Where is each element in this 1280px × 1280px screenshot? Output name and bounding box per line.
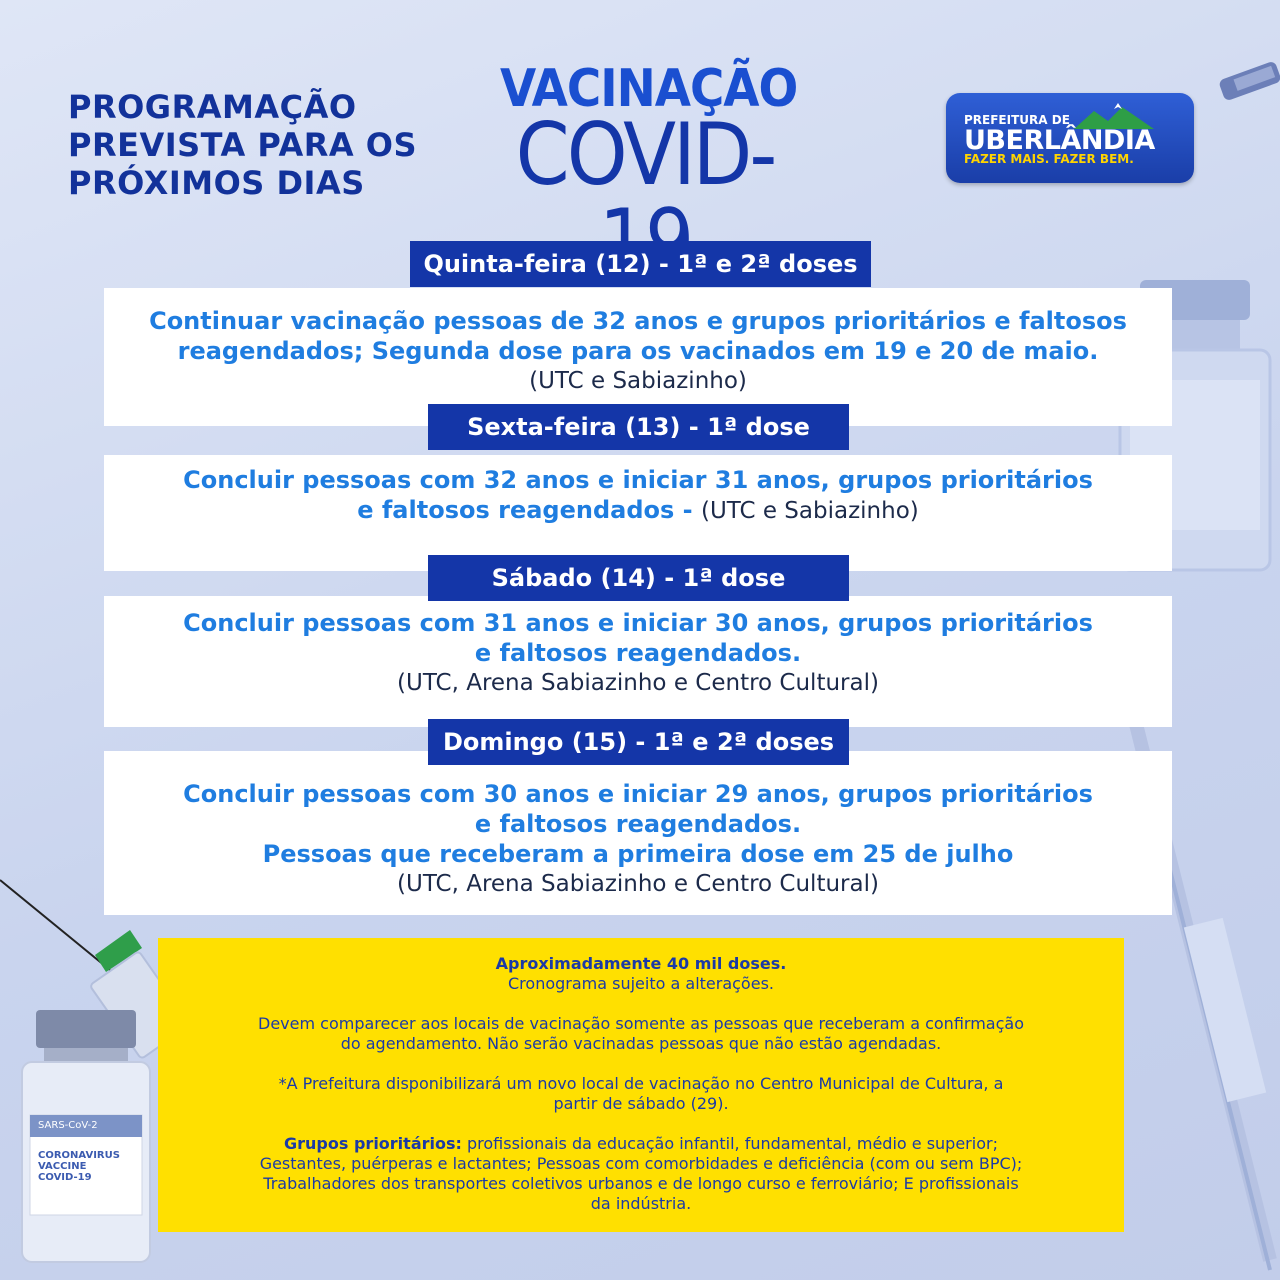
prefeitura-logo [946,93,1194,183]
logo-city-name: UBERLÂNDIA [964,125,1155,156]
vial-label-line3: COVID-19 [38,1172,92,1183]
groups-line2: Gestantes, puérperas e lactantes; Pessoas com comorbidades e deficiência (com ou sem BPC); [259,1154,1023,1173]
groups-line4: da indústria. [590,1194,692,1213]
title-covid: COVID- [515,105,775,205]
note-para1-line1: Devem comparecer aos locais de vacinação somente as pessoas que receberam a confirmação [258,1014,1024,1033]
card-line: reagendados; Segunda dose para os vacinados em 19 e 20 de maio. [177,337,1099,365]
groups-label: Grupos prioritários: [284,1134,462,1153]
logo-small-text: PREFEITURA DE [964,113,1070,127]
day-label-sabado: Sábado (14) - 1ª dose [428,555,849,601]
card-place: (UTC e Sabiazinho) [529,368,747,394]
groups-line3: Trabalhadores dos transportes coletivos urbanos e de longo curso e ferroviário; E profissionais [263,1174,1019,1193]
schedule-card-domingo [104,751,1172,915]
doses-headline: Aproximadamente 40 mil doses. [495,954,787,973]
headline-line-3: PRÓXIMOS DIAS [68,164,365,202]
note-para2-line2: partir de sábado (29). [553,1094,729,1113]
day-label-sexta: Sexta-feira (13) - 1ª dose [428,404,849,450]
schedule-card-sabado [104,596,1172,727]
note-para1-line2: do agendamento. Não serão vacinadas pessoas que não estão agendadas. [340,1034,942,1053]
vial-label-line2: VACCINE [38,1161,87,1172]
doses-subtitle: Cronograma sujeito a alterações. [508,974,774,993]
card-line: e faltosos reagendados - [357,496,701,524]
card-line: e faltosos reagendados. [474,639,802,667]
card-place: (UTC, Arena Sabiazinho e Centro Cultural) [397,670,879,696]
vial-label-line1: CORONAVIRUS [38,1150,120,1161]
page-headline [68,88,488,202]
groups-line1: profissionais da educação infantil, fundamental, médio e superior; [461,1134,998,1153]
card-line: Concluir pessoas com 30 anos e iniciar 29 anos, grupos prioritários [183,780,1093,808]
card-line: Pessoas que receberam a primeira dose em 25 de julho [262,840,1014,868]
vial-label-top: SARS-CoV-2 [38,1120,98,1131]
note-para2-line1: *A Prefeitura disponibilizará um novo local de vacinação no Centro Municipal de Cultura, a [278,1074,1004,1093]
info-note-box [158,938,1124,1232]
day-label-quinta: Quinta-feira (12) - 1ª e 2ª doses [410,241,871,287]
headline-line-1: PROGRAMAÇÃO [68,88,357,126]
card-line: Concluir pessoas com 32 anos e iniciar 31 anos, grupos prioritários [183,466,1093,494]
card-line: Concluir pessoas com 31 anos e iniciar 30 anos, grupos prioritários [183,609,1093,637]
card-line: Continuar vacinação pessoas de 32 anos e grupos prioritários e faltosos [149,307,1127,335]
headline-line-2: PREVISTA PARA OS [68,126,417,164]
syringe-illustration-top [1215,50,1280,110]
logo-slogan: FAZER MAIS. FAZER BEM. [964,152,1134,166]
card-place: (UTC, Arena Sabiazinho e Centro Cultural) [397,871,879,897]
card-place: (UTC e Sabiazinho) [700,498,919,524]
schedule-card-sexta [104,455,1172,571]
title-vacinacao: VACINAÇÃO [500,59,798,119]
day-label-domingo: Domingo (15) - 1ª e 2ª doses [428,719,849,765]
card-line: e faltosos reagendados. [474,810,802,838]
